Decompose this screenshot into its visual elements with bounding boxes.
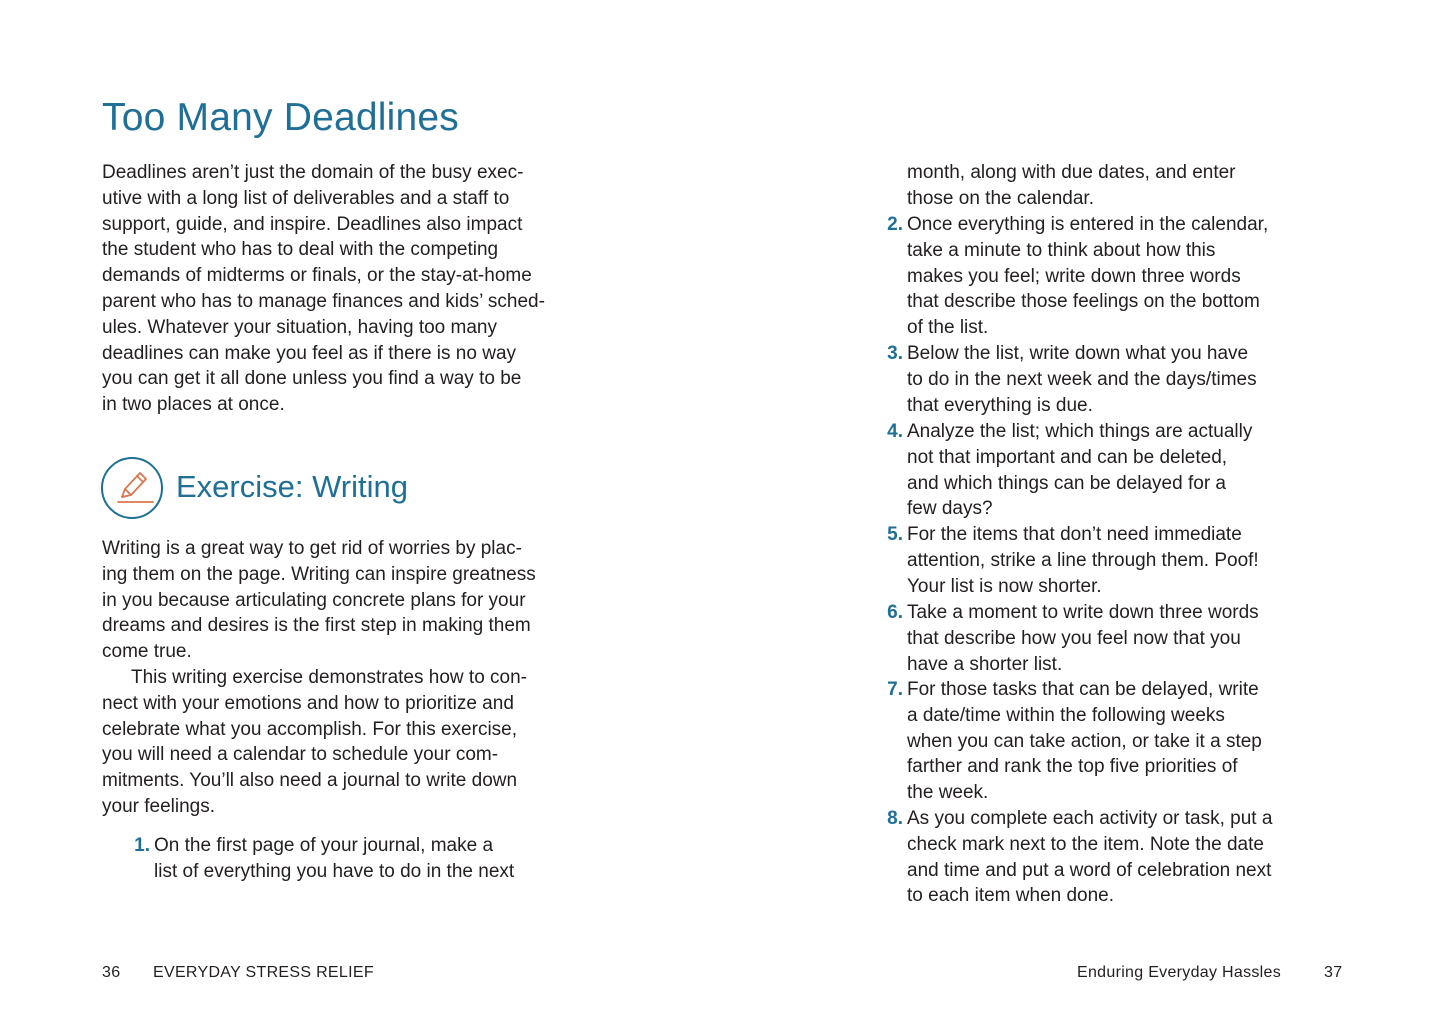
text-line: For those tasks that can be delayed, write [907, 679, 1259, 700]
step-number: 2. [887, 214, 903, 235]
text-line: demands of midterms or finals, or the stay-at-home [102, 265, 532, 287]
text-line: of the list. [907, 317, 989, 339]
text-line: mitments. You’ll also need a journal to write down [102, 770, 518, 792]
right-page [722, 0, 1445, 1024]
step-number: 7. [887, 679, 903, 700]
text-line: celebrate what you accomplish. For this exercise, [102, 718, 518, 740]
text-line: when you can take action, or take it a step [907, 730, 1262, 752]
text-line: check mark next to the item. Note the date [907, 833, 1264, 855]
text-line: Writing is a great way to get rid of worries by plac- [102, 538, 522, 559]
text-line: Once everything is entered in the calendar, [907, 214, 1269, 235]
list-item-step-2 [887, 212, 1269, 341]
footer-page-number-right: 37 [1324, 964, 1343, 981]
text-line: not that important and can be deleted, [907, 446, 1228, 468]
text-line: the week. [907, 782, 989, 804]
text-line: that everything is due. [907, 394, 1093, 416]
text-line: month, along with due dates, and enter [907, 162, 1236, 183]
text-line: the student who has to deal with the competing [102, 239, 499, 261]
text-line: you can get it all done unless you find a way to be [102, 368, 522, 390]
step-number: 6. [887, 602, 903, 623]
list-item-step-7 [887, 677, 1262, 806]
step-number: 3. [887, 343, 903, 364]
list-item-step-3 [887, 341, 1257, 418]
text-line: list of everything you have to do in the next [154, 860, 515, 882]
text-line: ules. Whatever your situation, having too many [102, 316, 497, 338]
step-number: 1. [134, 835, 150, 856]
text-line: have a shorter list. [907, 653, 1063, 675]
text-line: Analyze the list; which things are actually [907, 421, 1253, 442]
text-line: those on the calendar. [907, 187, 1094, 209]
list-item-step-8 [887, 806, 1273, 909]
text-line: makes you feel; write down three words [907, 265, 1241, 287]
text-line: your feelings. [102, 795, 216, 817]
text-line: that describe those feelings on the bottom [907, 291, 1260, 313]
list-item-step-6 [887, 600, 1259, 677]
text-line: in you because articulating concrete plans for your [102, 589, 526, 611]
left-page [0, 0, 722, 1024]
text-line: support, guide, and inspire. Deadlines also impact [102, 213, 523, 235]
step-number: 4. [887, 421, 903, 442]
exercise-heading: Exercise: Writing [176, 469, 408, 504]
text-line: As you complete each activity or task, put a [907, 808, 1273, 829]
text-line: Take a moment to write down three words [907, 602, 1259, 623]
text-line: This writing exercise demonstrates how to con- [131, 666, 527, 688]
list-item-step-5 [887, 522, 1259, 599]
intro-paragraph [102, 160, 602, 418]
list-item-step-1-continued [907, 160, 1236, 212]
text-line: On the first page of your journal, make a [154, 835, 494, 856]
text-line: come true. [102, 641, 192, 663]
footer-book-title: EVERYDAY STRESS RELIEF [153, 964, 374, 981]
text-line: Below the list, write down what you have [907, 343, 1249, 364]
text-line: nect with your emotions and how to prioritize and [102, 692, 514, 714]
page-title: Too Many Deadlines [102, 96, 459, 139]
text-line: that describe how you feel now that you [907, 627, 1241, 649]
text-line: For the items that don’t need immediate [907, 524, 1242, 545]
text-line: utive with a long list of deliverables and a staff to [102, 187, 510, 209]
text-line: to do in the next week and the days/times [907, 368, 1257, 390]
list-item-step-4 [887, 419, 1253, 522]
text-line: take a minute to think about how this [907, 239, 1216, 261]
text-line: you will need a calendar to schedule your com- [102, 744, 499, 766]
text-line: to each item when done. [907, 885, 1115, 907]
pencil-writing-icon [101, 457, 163, 519]
step-number: 5. [887, 524, 903, 545]
text-line: ing them on the page. Writing can inspire greatness [102, 563, 536, 585]
text-line: Deadlines aren’t just the domain of the busy exec- [102, 162, 524, 183]
footer-chapter-title: Enduring Everyday Hassles [1077, 964, 1282, 981]
text-line: few days? [907, 498, 993, 520]
list-item-step-1 [134, 833, 515, 885]
text-line: deadlines can make you feel as if there is no way [102, 342, 517, 364]
text-line: a date/time within the following weeks [907, 704, 1225, 726]
text-line: parent who has to manage finances and kids’ sched- [102, 290, 545, 312]
footer-page-number-left: 36 [102, 964, 121, 981]
text-line: Your list is now shorter. [907, 575, 1102, 597]
exercise-description [102, 536, 602, 820]
text-line: and which things can be delayed for a [907, 472, 1226, 494]
text-line: attention, strike a line through them. Poof! [907, 549, 1259, 571]
text-line: dreams and desires is the first step in making them [102, 615, 531, 637]
text-line: in two places at once. [102, 394, 285, 416]
text-line: and time and put a word of celebration next [907, 859, 1272, 881]
text-line: farther and rank the top five priorities of [907, 756, 1238, 778]
step-number: 8. [887, 808, 903, 829]
